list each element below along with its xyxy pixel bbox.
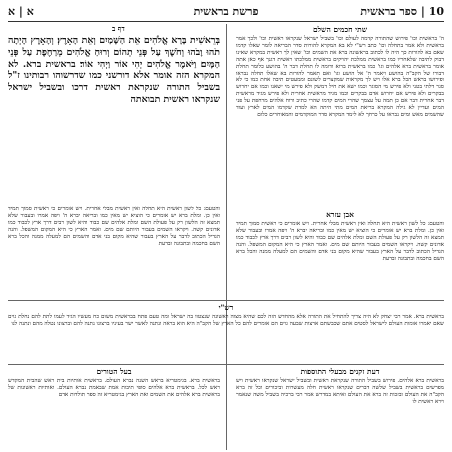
daat-divider: [8, 364, 444, 365]
folio-number: דף ב: [112, 24, 125, 33]
section-title-ibn-ezra: אבן עזרא: [326, 210, 354, 219]
header-parasha-title: פרשת בראשית: [193, 5, 259, 18]
section-title-baal-haturim: בעל הטורים: [96, 367, 132, 376]
main-text-block: בְּרֵאשִׁית בָּרָא אֱלֹהִים אֵת הַשָּׁמַיִם וְאֵת הָאָרֶץ׃ וְהָאָרֶץ הָיְתָה תֹהוּ וָבֹהוּ וְחֹשֶׁךְ עַל פְּנֵי תְהוֹם וְרוּחַ אֱלֹהִים מְרַחֶפֶת עַל פְּנֵי הַמָּיִם׃ וַיֹּאמֶר אֱלֹהִים יְהִי אוֹר וַיְהִי אוֹר׃ בראשית ברא. לא המקרא הזה אומר אלא דורשני כמו שדרשוהו רבותינו ז"ל בשביל התורה שנקראת ראשית דרכו ובשביל ישראל שנקראו ראשית תבואתה: [8, 35, 220, 105]
ibn-ezra-column: [236, 210, 444, 298]
column-divider-vertical: [226, 24, 227, 450]
section-title-daat: דעת זקנים מבעלי התוספות: [300, 367, 380, 376]
left-middle-commentary: [8, 206, 220, 296]
daat-text: בראשית ברא אלהים. פירוש בשביל התורה שנקראת ראשית ובשביל ישראל שנקראו ראשית ויש מפרשים בראשית בשביל שלשה דברים שנקראו ראשית חלה מעשרות וביכורים וכל זה ברא הקב"ה את העולם ובזכות זה ברא את העולם ואיתא במדרש אמר רבי ברכיה בשביל משה שנאמר וירא ראשית לו: [236, 378, 444, 405]
rashi-text: בראשית ברא. אמר רבי יצחק לא היה צריך להתחיל את התורה אלא מהחדש הזה לכם שהיא מצוה ראשונה שנצטוו בה ישראל ומה טעם פתח בבראשית משום כח מעשיו הגיד לעמו לתת להם נחלת גוים שאם יאמרו אומות העולם לישראל לסטים אתם שכבשתם ארצות שבעה גוים הם אומרים להם כל הארץ של הקב"ה היא הוא בראה ונתנה לאשר ישר בעיניו ברצונו נתנה להם וברצונו נטלה מהם ונתנה לנו: [8, 314, 444, 327]
header-book-title: 10 | ספר בראשית: [360, 5, 444, 18]
right-top-commentary: [236, 25, 444, 210]
header-rule: [8, 21, 444, 22]
rashi-section: [8, 303, 444, 363]
rashi-divider: [8, 300, 444, 301]
section-title-rashi: רש"י: [218, 303, 234, 312]
header-chapter-verse: א | א: [8, 5, 34, 18]
left-middle-text: והטעם: כל לשון ראשית היא תחלה ואין ראשית מבלי אחרית. ויש אומרים כי ראשית סמוך תמיד ואין כן. ומלת ברא יש אומרים כי הוציא יש מאין כמו ובריאה יברא ה' ויפה אמרו ובעבור שלא תמצא זה הלשון רק על פעולת השם ומלת אלהים שם כבוד והיא לשון רבים דרך ארץ לכבוד כמו אדונים קשה. ויקראו השמים בעבור היותם שם מים. ואמר הארץ כי היא המקום המשפל. והנה הגדיל הכתוב לדבר על הארץ בעבור שהיא מקום בני אדם והשמים הם למעלה ממנה והכל ברא השם בחכמה ובתבונה ובדעת: [8, 206, 220, 247]
baal-haturim-section: [8, 367, 220, 447]
ibn-ezra-text: והטעם: כל לשון ראשית היא תחלה ואין ראשית מבלי אחרית. ויש אומרים כי ראשית סמוך תמיד ואין כן. ומלת ברא יש אומרים כי הוציא יש מאין כמו ובריאה יברא ה' ויפה אמרו ובעבור שלא תמצא זה הלשון רק על פעולת השם ומלת אלהים שם כבוד והיא לשון רבים דרך ארץ לכבוד כמו אדונים קשה. ויקראו השמים בעבור היותם שם מים. ואמר הארץ כי היא המקום המשפל. והנה הגדיל הכתוב לדבר על הארץ בעבור שהיא מקום בני אדם והשמים הם למעלה ממנה והכל ברא השם בחכמה ובתבונה ובדעת: [236, 221, 444, 262]
daat-zekenim-section: [236, 367, 444, 447]
section-title-right-top: שתי חכמים השלם: [312, 25, 368, 34]
right-top-text: ה' בראשית וכו' פירוש שהתורה קדמה לעולם וכו' בשביל ישראל שנקראו ראשית וכו' ולכך אמר בראשית ולא אמר בתחלה וכו' כתב רש"י לא בא המקרא להורות סדר הבריאה לומר שאלו קדמו שאם בא להורות כך היה לו לכתוב בראשונה ברא את השמים וכו' שאין לך ראשית במקרא שאינו דבוק לתיבה שלאחריו כמו בראשית ממלכת יהויקים בראשית ממלכתו ראשית דגנך אף כאן אתה אומר בראשית ברא אלהים וגו' כמו בראשית ברוא ודומה לו תחלת דבר ה' בהושע כלומר תחלת דבורו של הקב"ה בהושע ויאמר ה' אל הושע וגו' ואם תאמר להורות בא שאלו תחלה נבראו ופירושו בראש הכל ברא אלו ויש לך מקראות שמקצרים לשונם וממעטים תיבה אחת כמו כי לא סגר דלתי בטני ולא פירש מי הסוגר וכמו ישא את חיל דמשק ולא פירש מי ישאנו וכמו אם יחרוש בבקרים ולא פירש אם יחרוש אדם בבקרים וכמו מגיד מראשית אחרית ולא פירש מגיד מראשית דבר אחרית דבר אם כן תמה על עצמך שהרי המים קדמו שהרי כתיב ורוח אלהים מרחפת על פני המים ועדיין לא גילה המקרא בריאת המים מתי היתה הא למדת שקדמו המים לארץ ועוד שהשמים מאש ומים נבראו על כרחך לא לימד המקרא סדר המוקדמים והמאוחרים כלום: [236, 36, 444, 118]
baal-haturim-text: בראשית ברא. בגימטריא בראש השנה נברא העולם. בראשית אותיות בית ראש שהבית המקדש ראש לכל. בראשית ברא אלהים סופי תיבות אמת שבאמת נברא העולם. ואותיות ראשונות של בראשית ברא אלהים את השמים ואת הארץ בגימטריא זה ספר תולדות אדם: [8, 378, 220, 398]
main-torah-text: [8, 35, 220, 200]
page-header: [8, 5, 444, 19]
